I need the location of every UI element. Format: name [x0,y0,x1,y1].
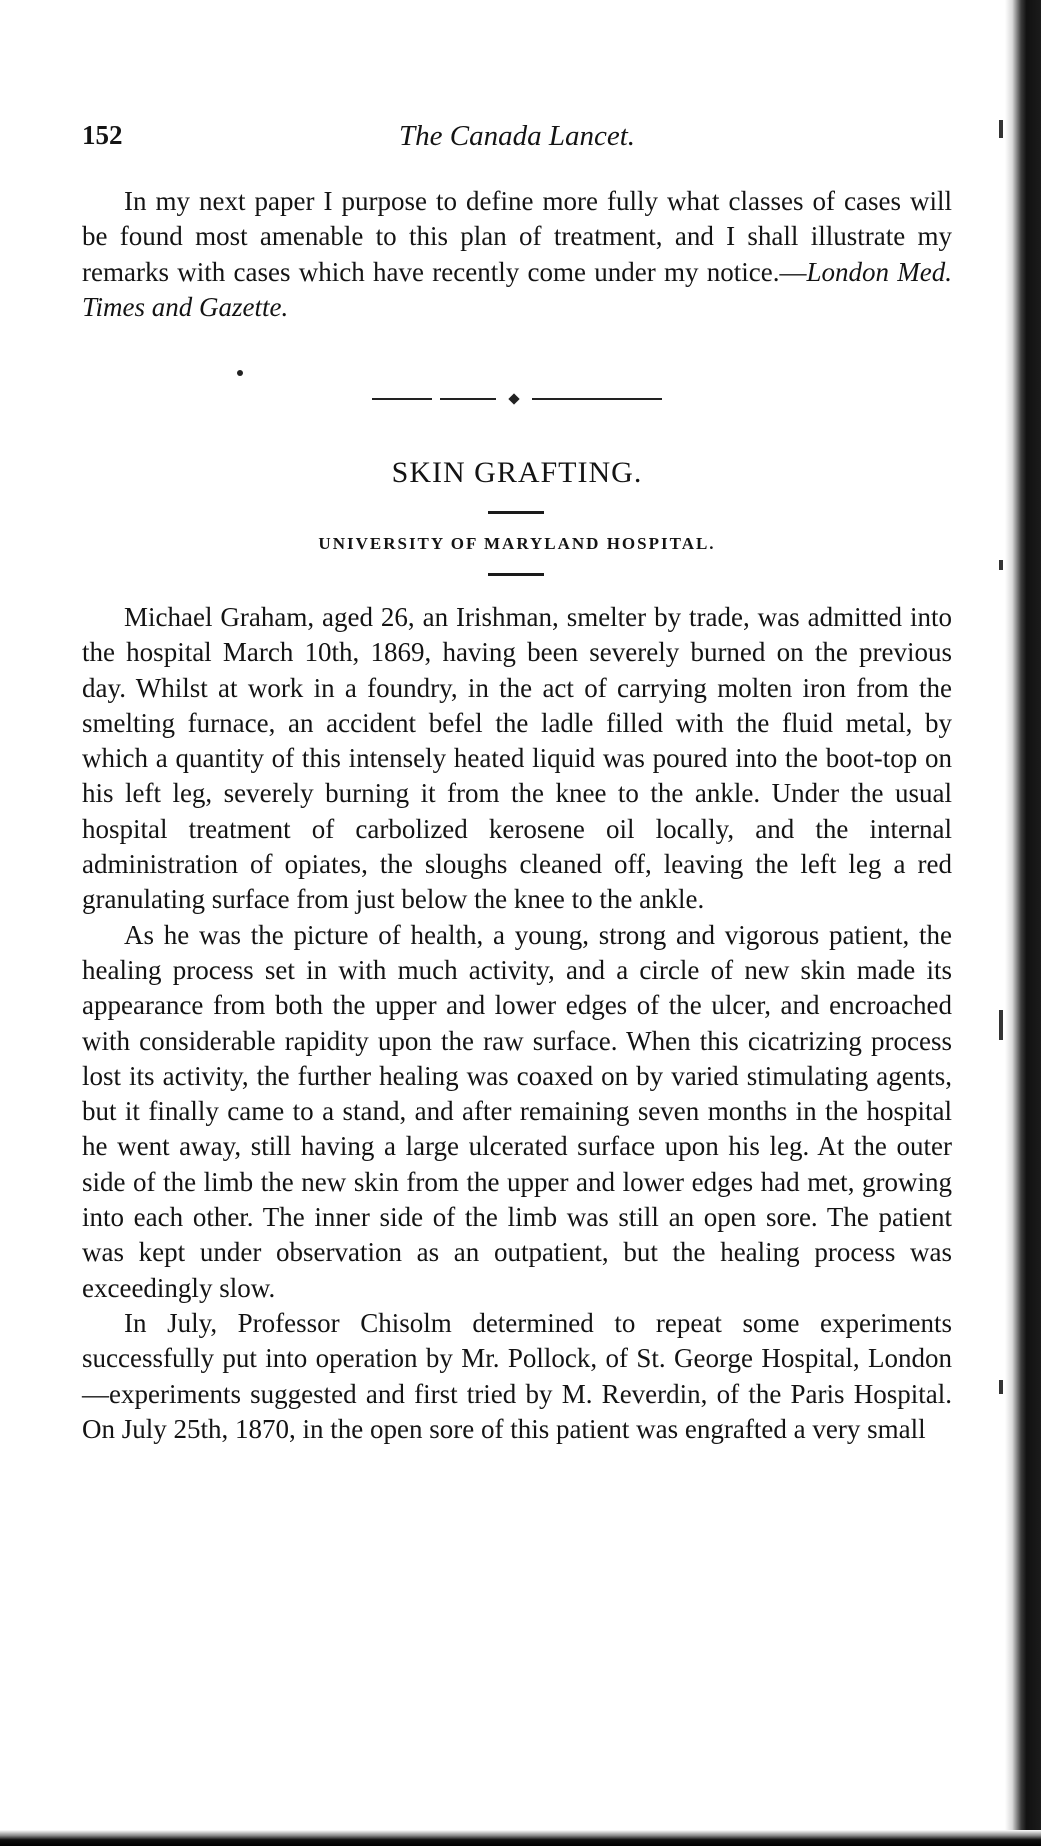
title-rule [488,511,544,514]
closing-citation: London Med. Times and Gazette. [82,256,952,322]
scan-speck [999,1380,1003,1394]
page-bottom-edge [0,1830,1041,1846]
article-title: SKIN GRAFTING. [391,456,643,489]
divider-line [440,398,496,400]
body-paragraph: Michael Graham, aged 26, an Irishman, smelter by trade, was admitted into the hospital March 10th, 1869, having been severely burned on the previous day. Whilst at work in a foundry, in the act of carrying molten iron from the smelting furnace, an accident befel the ladle filled with the fluid metal, by which a quantity of this intensely heated liquid was poured into the boot-top on his left leg, severely burning it from the knee to the ankle. Under the usual hospital treatment of carbolized kerosene oil locally, and the internal administration of opiates, the sloughs cleaned off, leaving the left leg a red granulating surface from just below the knee to the ankle. [82,602,952,915]
closing-text: In my next paper I purpose to define more fully what classes of cases will be found most amenable to this plan of treatment, and I shall illustrate my remarks with cases which have recently come under my notice.— [82,186,952,287]
body-paragraph: As he was the picture of health, a young, strong and vigorous patient, the healing process set in with much activity, and a circle of new skin made its appearance from both the upper and lower edges of the ulcer, and encroached with considerable rapidity upon the raw surface. When this cicatrizing process lost its activity, the further healing was coaxed on by varied stimulating agents, but it finally came to a stand, and after remaining seven months in the hospital he went away, still having a large ulcerated surface upon his leg. At the outer side of the limb the new skin from the upper and lower edges had met, growing into each other. The inner side of the limb was still an open sore. The patient was kept under observation as an outpatient, but the healing process was exceedingly slow. [82,919,952,1303]
running-head [82,120,952,160]
ink-dot [237,370,243,376]
book-spine-shadow [1005,0,1041,1846]
body-paragraph: In July, Professor Chisolm determined to repeat some experiments successfully put into operation by Mr. Pollock, of St. George Hospital, London—experiments suggested and first tried by M. Reverdin, of the Paris Hospital. On July 25th, 1870, in the open sore of this patient was engrafted a very small [82,1307,952,1444]
scan-speck [999,1010,1003,1040]
divider-diamond [508,393,519,404]
closing-paragraph [82,184,952,325]
journal-title: The Canada Lancet. [398,120,636,152]
section-divider-ornament [372,394,662,404]
subtitle-rule [488,573,544,576]
article-body [82,600,952,1447]
divider-line [532,398,662,400]
scan-speck [999,120,1003,138]
article-subtitle: UNIVERSITY OF MARYLAND HOSPITAL. [318,534,716,553]
page-number: 152 [82,120,123,150]
divider-line [372,398,432,400]
scan-speck [999,560,1003,570]
